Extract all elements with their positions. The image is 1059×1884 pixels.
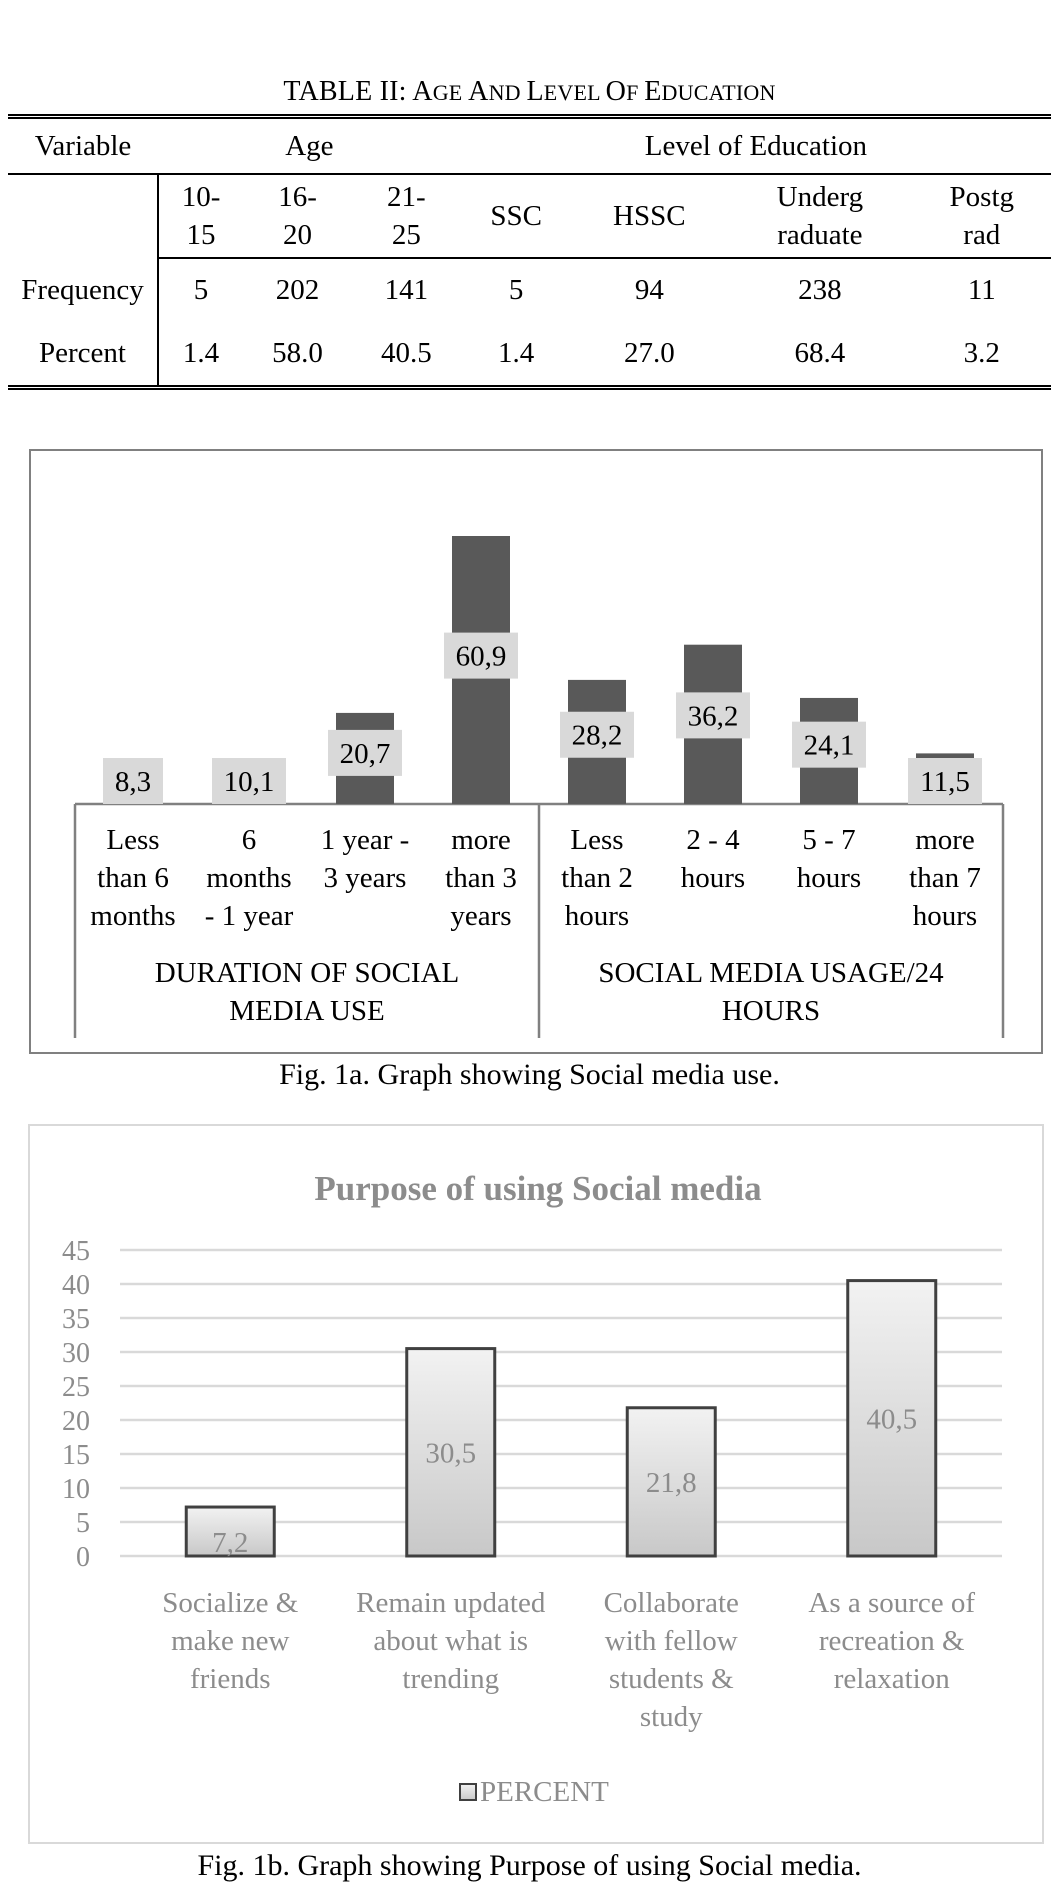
category-label: with fellow xyxy=(604,1625,738,1657)
y-tick-label: 5 xyxy=(76,1508,90,1539)
y-tick-label: 25 xyxy=(62,1372,90,1403)
category-label: months xyxy=(206,862,292,894)
table-cell: 202 xyxy=(275,274,320,306)
table-cell: 1.4 xyxy=(182,337,220,369)
table-title xyxy=(0,76,1059,108)
table-title-part: L xyxy=(526,76,544,107)
subheader-cell: 16- 20 xyxy=(243,174,352,258)
age-header: Age xyxy=(285,130,334,162)
row-label: Percent xyxy=(8,321,158,388)
fig1b-caption: Fig. 1b. Graph showing Purpose of using Social media. xyxy=(197,1849,862,1882)
table-title-part: F xyxy=(626,80,645,105)
category-label: 5 - 7 xyxy=(802,824,856,856)
table-row xyxy=(8,321,1051,388)
group-label: HOURS xyxy=(721,995,821,1027)
category-label: hours xyxy=(564,900,630,932)
y-tick-label: 0 xyxy=(76,1542,90,1573)
category-label: hours xyxy=(796,862,862,894)
purpose-chart-svg xyxy=(30,1126,1046,1846)
category-label: 3 years xyxy=(323,862,407,894)
age-education-table xyxy=(8,114,1051,390)
subheader-empty-cell xyxy=(8,174,158,258)
y-tick-label: 20 xyxy=(62,1406,90,1437)
category-label: - 1 year xyxy=(204,900,294,932)
category-label: trending xyxy=(402,1663,500,1695)
data-label: 11,5 xyxy=(920,766,970,798)
category-label: more xyxy=(451,824,511,856)
subheader-cell: SSC xyxy=(461,174,572,258)
y-tick-label: 15 xyxy=(62,1440,90,1471)
table-cell: 1.4 xyxy=(498,337,535,369)
y-tick-label: 30 xyxy=(62,1338,90,1369)
table-cell: 40.5 xyxy=(381,337,432,369)
y-tick-label: 45 xyxy=(62,1236,90,1267)
data-label: 21,8 xyxy=(645,1466,697,1499)
category-label: about what is xyxy=(373,1625,529,1657)
variable-header: Variable xyxy=(34,130,132,162)
table-cell: 238 xyxy=(798,274,842,306)
data-label: 36,2 xyxy=(687,700,739,733)
category-label: Collaborate xyxy=(603,1587,739,1619)
table-cell: 11 xyxy=(967,274,996,306)
category-label: students & xyxy=(608,1663,734,1695)
table-title-part: O xyxy=(605,76,627,107)
data-label: 24,1 xyxy=(803,729,855,762)
category-label: hours xyxy=(912,900,978,932)
table-cell: 58.0 xyxy=(272,337,323,369)
legend-swatch xyxy=(460,1784,476,1800)
data-label: 8,3 xyxy=(114,766,152,798)
category-label: relaxation xyxy=(833,1663,950,1695)
chart-title: Purpose of using Social media xyxy=(314,1169,762,1208)
table-row xyxy=(8,258,1051,321)
data-label: 28,2 xyxy=(571,719,623,752)
category-label: years xyxy=(450,900,512,932)
category-label: 1 year - xyxy=(320,824,410,856)
table-title-part: EVEL xyxy=(543,80,606,105)
data-label: 30,5 xyxy=(425,1437,477,1470)
data-label: 60,9 xyxy=(455,640,507,673)
category-label: Remain updated xyxy=(356,1587,546,1619)
group-label: SOCIAL MEDIA USAGE/24 xyxy=(598,957,944,989)
category-label: more xyxy=(915,824,975,856)
education-header: Level of Education xyxy=(644,130,868,162)
data-label: 7,2 xyxy=(212,1527,249,1559)
table-title-part: A xyxy=(468,76,489,107)
duration-usage-chart xyxy=(29,449,1043,1054)
row-label: Frequency xyxy=(8,258,158,321)
data-label: 20,7 xyxy=(339,737,391,770)
legend-label: PERCENT xyxy=(480,1776,609,1808)
table-cell: 5 xyxy=(508,274,524,306)
table-cell: 3.2 xyxy=(963,337,1000,369)
table-cell: 94 xyxy=(634,274,664,306)
y-tick-label: 35 xyxy=(62,1304,90,1335)
y-tick-label: 40 xyxy=(62,1270,90,1301)
table-title-part: E xyxy=(644,76,662,107)
category-label: hours xyxy=(680,862,746,894)
category-label: study xyxy=(639,1701,703,1733)
group-label: MEDIA USE xyxy=(229,995,385,1027)
fig1a-caption: Fig. 1a. Graph showing Social media use. xyxy=(279,1058,780,1091)
category-label: friends xyxy=(189,1663,271,1695)
purpose-chart xyxy=(28,1124,1044,1844)
y-tick-label: 10 xyxy=(62,1474,90,1505)
table-title-part: A xyxy=(412,76,433,107)
table-cell: 141 xyxy=(384,274,429,306)
category-label: than 3 xyxy=(445,862,517,894)
table-title-part: DUCATION xyxy=(661,80,776,105)
table-subheader-row xyxy=(8,174,1051,258)
category-label: 2 - 4 xyxy=(686,824,740,856)
subheader-cell: 21- 25 xyxy=(352,174,461,258)
group-label: DURATION OF SOCIAL xyxy=(154,957,460,989)
table-cell: 5 xyxy=(193,274,209,306)
category-label: 6 xyxy=(241,824,257,856)
data-label: 10,1 xyxy=(223,766,275,798)
category-label: than 6 xyxy=(97,862,169,894)
table-cell: 68.4 xyxy=(794,337,846,369)
duration-usage-chart-svg xyxy=(31,451,1045,1056)
table-cell: 27.0 xyxy=(623,337,675,369)
category-label: make new xyxy=(171,1625,290,1657)
subheader-cell: HSSC xyxy=(572,174,728,258)
subheader-cell: Underg raduate xyxy=(727,174,912,258)
table-title-prefix: TABLE II: xyxy=(283,76,413,107)
category-label: As a source of xyxy=(808,1587,976,1619)
category-label: than 7 xyxy=(909,862,981,894)
category-label: Less xyxy=(106,824,160,856)
category-label: Socialize & xyxy=(162,1587,299,1619)
subheader-cell: 10- 15 xyxy=(158,174,243,258)
table-header-row xyxy=(8,117,1051,175)
category-label: months xyxy=(90,900,176,932)
category-label: than 2 xyxy=(561,862,633,894)
data-label: 40,5 xyxy=(866,1403,918,1436)
category-label: recreation & xyxy=(818,1625,965,1657)
category-label: Less xyxy=(570,824,624,856)
table-title-part: ND xyxy=(488,80,527,105)
table-title-part: GE xyxy=(432,80,469,105)
subheader-cell: Postg rad xyxy=(913,174,1051,258)
